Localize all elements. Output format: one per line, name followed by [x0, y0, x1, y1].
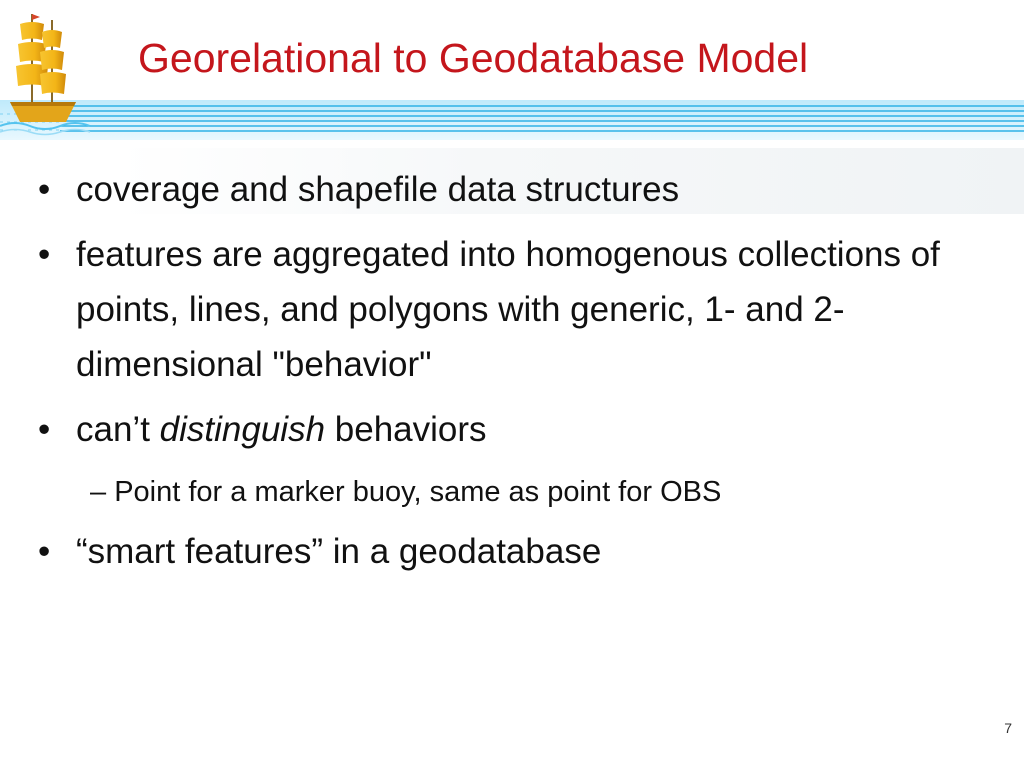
bullet-item [38, 524, 998, 579]
sailing-ship-icon [0, 10, 110, 138]
bullet-item [38, 162, 998, 217]
sub-bullet-item [90, 472, 990, 512]
slide-title: Georelational to Geodatabase Model [138, 35, 809, 81]
bullet-marker: • [38, 170, 51, 209]
bullet-item [38, 402, 998, 457]
bullet-item [38, 227, 998, 392]
bullet-text-suffix: behaviors [325, 410, 487, 449]
bullet-text: features are aggregated into homogenous collections of points, lines, and polygons with generic, 1- and 2-dimensional "behavior" [76, 235, 940, 384]
bullet-text: “smart features” in a geodatabase [76, 532, 602, 571]
page-number: 7 [1004, 720, 1012, 736]
sub-bullet-marker: – [90, 476, 107, 508]
bullet-text-prefix: can’t [76, 410, 160, 449]
bullet-text: coverage and shapefile data structures [76, 170, 680, 209]
wave-band-decoration [0, 100, 1024, 140]
bullet-text [76, 402, 998, 457]
bullet-marker: • [38, 410, 51, 449]
bullet-text-emphasis: distinguish [159, 410, 326, 449]
bullet-marker: • [38, 532, 51, 571]
bullet-marker: • [38, 235, 51, 274]
sub-bullet-text: Point for a marker buoy, same as point for OBS [114, 476, 722, 508]
